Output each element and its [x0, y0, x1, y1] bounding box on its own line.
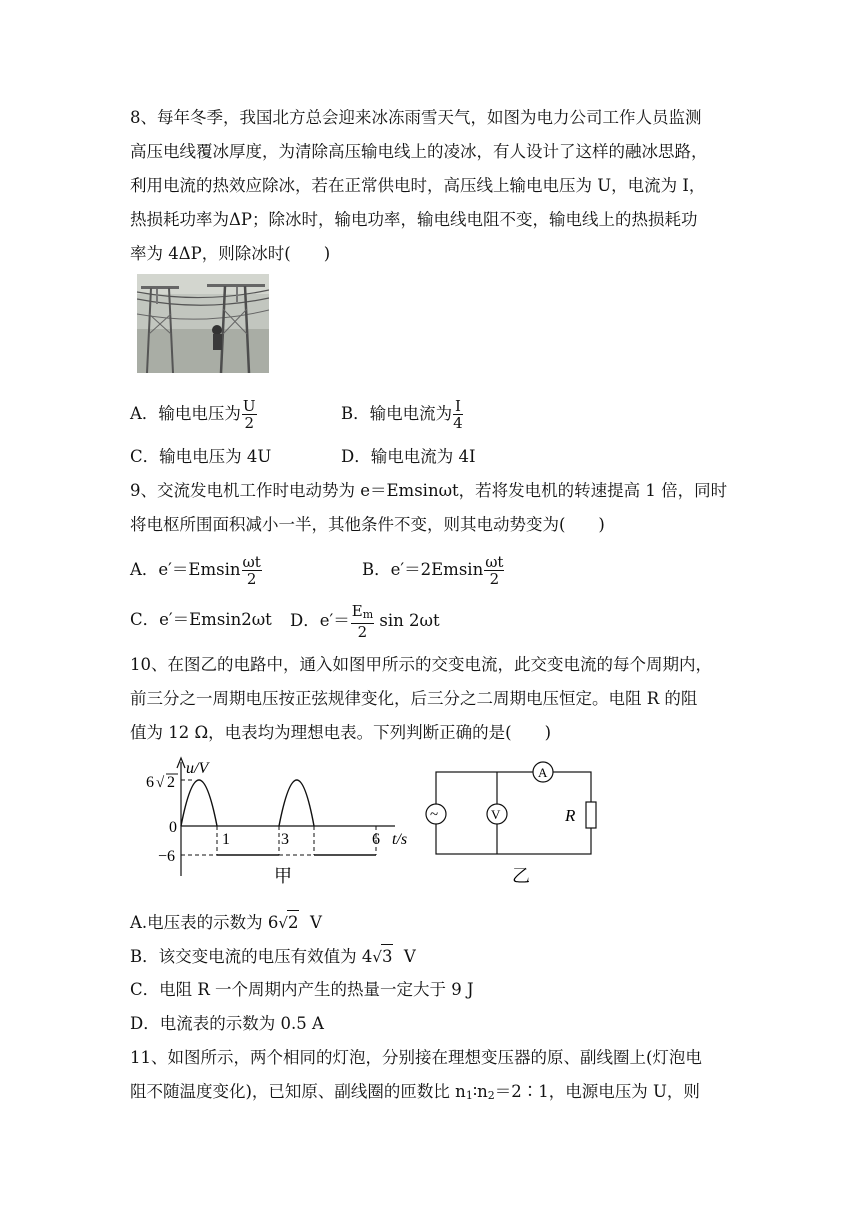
q10-option-a	[130, 910, 322, 935]
waveform-graph	[140, 752, 430, 892]
q11-line-1: 11、如图所示，两个相同的灯泡，分别接在理想变压器的原、副线圈上(灯泡电	[130, 1048, 702, 1067]
q8-option-a-fraction	[242, 398, 257, 431]
circuit-diagram	[420, 755, 610, 890]
q9-option-b	[362, 554, 504, 587]
x-tick-1: 1	[222, 831, 230, 848]
x-tick-6: 6	[372, 831, 380, 848]
q9-a-numerator: ωt	[242, 553, 261, 571]
q9-option-a-label: A．e′＝Emsin	[130, 560, 241, 579]
q9-option-d	[290, 603, 440, 640]
q8-b-numerator: I	[454, 397, 461, 415]
q9-d-denominator: 2	[357, 623, 368, 641]
q10-option-c: C．电阻 R 一个周期内产生的热量一定大于 9 J	[130, 980, 474, 999]
q10-b-unit: V	[393, 947, 416, 966]
power-line-illustration	[137, 274, 269, 373]
q8-option-a-label: A．输电电压为	[130, 404, 241, 423]
q10-a-unit: V	[299, 913, 322, 932]
q9-b-numerator: ωt	[485, 553, 504, 571]
q11-line-2-post: ＝2∶1，电源电压为 U，则	[494, 1082, 700, 1101]
q8-option-a	[130, 398, 257, 431]
q10-option-d: D．电流表的示数为 0.5 A	[130, 1014, 324, 1033]
q10-b-radicand: 3	[381, 944, 394, 969]
q10-a-sqrt-sign: √	[278, 914, 288, 932]
q9-option-b-fraction	[484, 554, 504, 587]
ammeter-label: A	[538, 765, 548, 780]
y-tick-top-sqrt-sign: √	[156, 775, 165, 791]
q9-option-a-fraction	[242, 554, 262, 587]
y-axis-label: u/V	[186, 760, 209, 777]
q9-b-denominator: 2	[489, 570, 500, 588]
y-tick-zero: 0	[169, 819, 177, 836]
q11-line-2-mid: ∶n	[472, 1082, 488, 1101]
q8-line-3: 利用电流的热效应除冰，若在正常供电时，高压线上输电电压为 U，电流为 I，	[130, 176, 706, 195]
q10-option-b-label: B．该交变电流的电压有效值为 4	[130, 947, 373, 966]
q8-b-denominator: 4	[453, 414, 463, 432]
q8-option-b	[341, 398, 463, 431]
q9-option-b-label: B．e′＝2Emsin	[362, 560, 484, 579]
resistor-icon	[586, 802, 596, 828]
q9-option-d-tail: sin 2ωt	[374, 611, 440, 630]
q9-option-a	[130, 554, 262, 587]
x-axis-label: t/s	[392, 831, 408, 848]
figure-yi-caption: 乙	[512, 866, 530, 887]
q8-line-5: 率为 4ΔP，则除冰时( )	[130, 244, 331, 263]
q8-line-4: 热损耗功率为ΔP；除冰时，输电功率，输电线电阻不变，输电线上的热损耗功	[130, 210, 698, 229]
q10-option-a-label: A.电压表的示数为 6	[130, 913, 279, 932]
y-tick-top: 6	[146, 774, 154, 791]
x-tick-3: 3	[281, 831, 289, 848]
q11-line-2-pre: 阻不随温度变化)，已知原、副线圈的匝数比 n	[130, 1082, 466, 1101]
q9-d-numerator-subscript: m	[362, 608, 374, 621]
q9-line-1: 9、交流发电机工作时电动势为 e＝Emsinωt，若将发电机的转速提高 1 倍，同时	[130, 481, 728, 500]
resistor-label: R	[565, 806, 576, 825]
q10-b-sqrt-sign: √	[372, 948, 382, 966]
q11-line-2	[130, 1080, 700, 1108]
power-line-photo	[137, 274, 269, 373]
sine-hump-1	[181, 780, 217, 826]
q8-option-c: C．输电电压为 4U	[130, 447, 272, 466]
y-tick-neg: −6	[158, 848, 176, 865]
q10-option-b	[130, 944, 416, 969]
voltmeter-label: V	[491, 807, 501, 822]
q9-option-c: C．e′＝Emsin2ωt	[130, 610, 272, 629]
q8-a-denominator: 2	[244, 414, 255, 432]
y-tick-top-radicand: 2	[167, 774, 175, 791]
q10-a-radicand: 2	[287, 910, 300, 935]
q10-line-2: 前三分之一周期电压按正弦规律变化，后三分之二周期电压恒定。电阻 R 的阻	[130, 689, 698, 708]
q10-line-3: 值为 12 Ω，电表均为理想电表。下列判断正确的是( )	[130, 723, 552, 742]
q10-line-1: 10、在图乙的电路中，通入如图甲所示的交变电流，此交变电流的每个周期内，	[130, 655, 712, 674]
q9-option-d-label: D．e′＝	[290, 611, 350, 630]
q8-line-1: 8、每年冬季，我国北方总会迎来冰冻雨雪天气，如图为电力公司工作人员监测	[130, 108, 702, 127]
q8-a-numerator: U	[242, 397, 256, 415]
figure-jia-caption: 甲	[274, 866, 292, 887]
q8-option-b-label: B．输电电流为	[341, 404, 453, 423]
q9-line-2: 将电枢所围面积减小一半，其他条件不变，则其电动势变为( )	[130, 515, 605, 534]
q11-n2-subscript: 2	[487, 1089, 495, 1102]
sine-hump-2	[279, 780, 314, 826]
q9-option-d-fraction	[351, 603, 374, 640]
q8-option-b-fraction	[453, 398, 463, 431]
q9-a-denominator: 2	[246, 570, 257, 588]
q8-option-d: D．输电电流为 4I	[341, 447, 476, 466]
ac-source-symbol: ~	[430, 807, 439, 823]
q8-line-2: 高压电线覆冰厚度，为清除高压输电线上的凌冰，有人设计了这样的融冰思路，	[130, 142, 708, 161]
q11-n1-subscript: 1	[465, 1089, 473, 1102]
q9-d-numerator: E	[351, 602, 363, 620]
